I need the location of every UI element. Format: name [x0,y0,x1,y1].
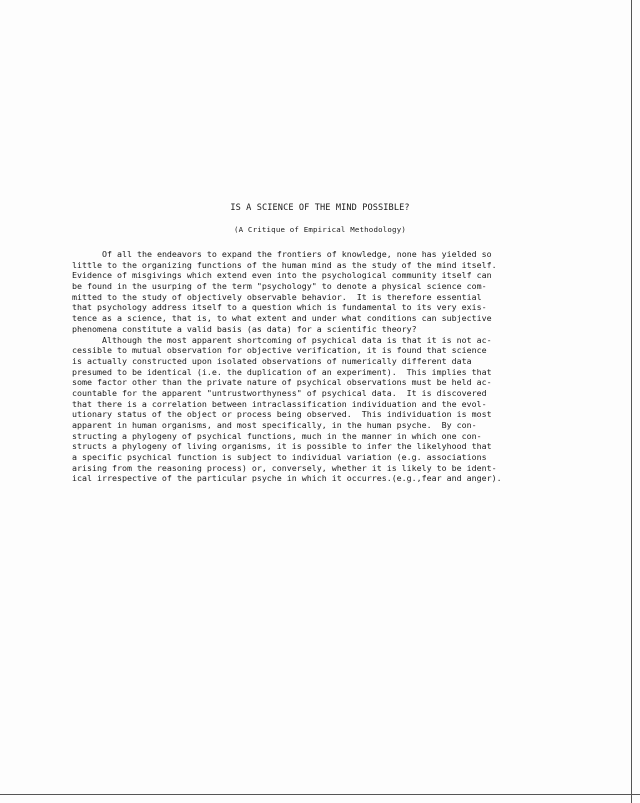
document-body [72,249,612,484]
text-line: utionary status of the object or process being observed. This individuation is most [72,409,492,420]
text-line: Evidence of misgivings which extend even into the psychological community itself can [72,270,492,281]
text-line: Of all the endeavors to expand the frontiers of knowledge, none has yielded so [102,249,492,259]
text-line: a specific psychical function is subject to individual variation (e.g. associations [72,452,487,463]
text-line: arising from the reasoning process) or, conversely, whether it is likely to be ident- [72,462,497,473]
text-line: ical irrespective of the particular psyche in which it occurres.(e.g.,fear and anger). [72,473,502,484]
text-line: tence as a science, that is, to what extent and under what conditions can subjective [72,313,492,324]
text-line: be found in the usurping of the term "psychology" to denote a physical science com- [72,281,487,292]
text-line: that psychology address itself to a question which is fundamental to its very exis- [72,302,487,313]
text-line: cessible to mutual observation for objective verification, it is found that science [72,345,487,356]
text-line: that there is a correlation between intraclassification individuation and the evol- [72,398,487,409]
text-line: is actually constructed upon isolated observations of numerically different data [72,355,472,366]
text-line: structing a phylogeny of psychical functions, much in the manner in which one con- [72,430,482,441]
page-edge-right [631,0,632,803]
text-line: phenomena constitute a valid basis (as data) for a scientific theory? [72,323,417,334]
text-line: structs a phylogeny of living organisms, it is possible to infer the likelyhood that [72,441,492,452]
document-title: IS A SCIENCE OF THE MIND POSSIBLE? [230,203,410,213]
text-line: some factor other than the private nature of psychical observations must be held ac- [72,377,492,388]
text-line: countable for the apparent "untrustworthyness" of psychical data. It is discovered [72,387,487,398]
text-line: little to the organizing functions of the human mind as the study of the mind itself. [72,259,497,270]
page-edge-bottom [0,794,640,795]
text-line: presumed to be identical (i.e. the duplication of an experiment). This implies that [72,366,492,377]
document-subtitle: (A Critique of Empirical Methodology) [233,225,407,234]
text-line: Although the most apparent shortcoming of psychical data is that it is not ac- [102,334,492,345]
text-line: apparent in human organisms, and most specifically, in the human psyche. By con- [72,420,477,430]
text-line: mitted to the study of objectively observable behavior. It is therefore essential [72,291,482,302]
